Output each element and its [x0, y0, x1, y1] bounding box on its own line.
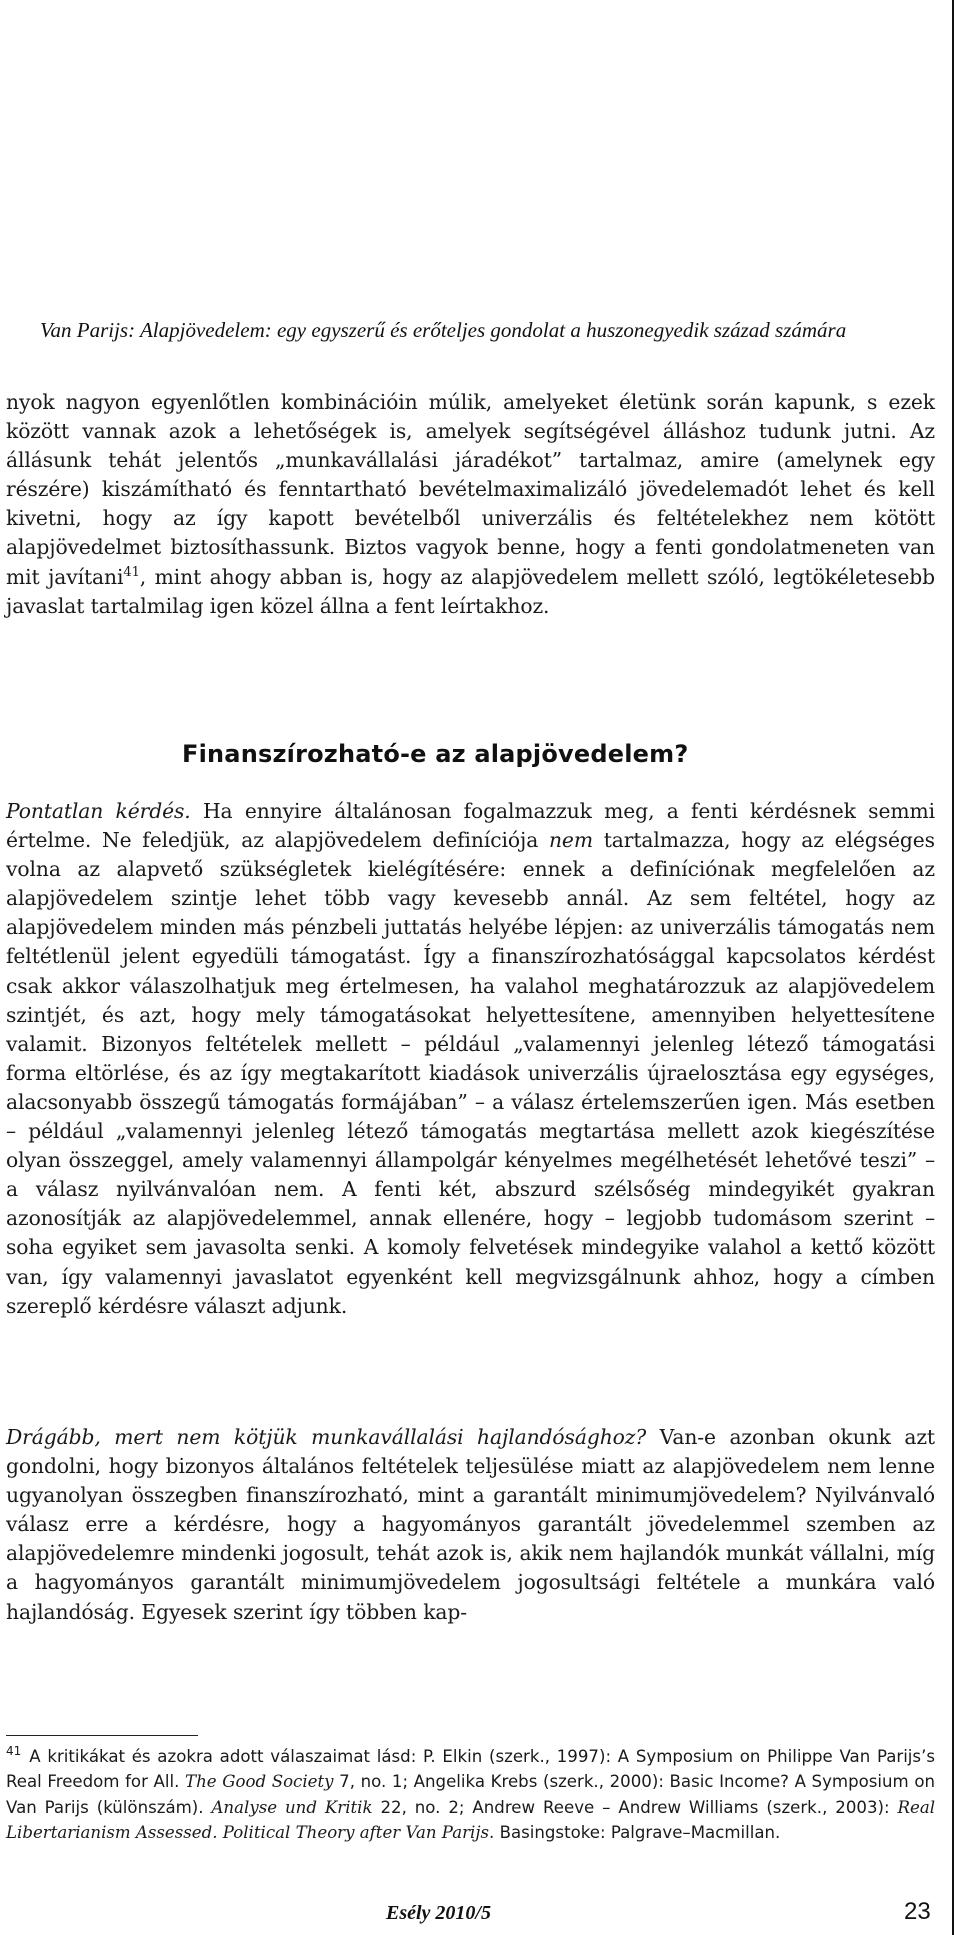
paragraph-3	[6, 1423, 935, 1627]
page-number: 23	[904, 1898, 931, 1925]
paragraph-2-text-a: Ha ennyire általánosan fogalmazzuk meg, a fenti kérdésnek semmi értelme. Ne feledjük, az alapjövedelem definíciója	[6, 799, 935, 853]
paragraph-2-text-b: tartalmazza, hogy az elégséges volna az alapvető szükségletek kielégítésére: ennek a definíciónak megfelelően az alapjövedelem szintje lehet több vagy kevesebb annál. Az sem feltétel, hogy az alapjövedelem minden más pénzbeli juttatás helyébe lépjen: az univerzális támogatás nem feltétlenül jelent egyedüli támogatást. Így a finanszírozhatósággal kapcsolatos kérdést csak akkor válaszolhatjuk meg értelmesen, ha valahol meghatározzuk az alapjövedelem szintjét, és azt, hogy mely támogatásokat helyettesítene, amennyiben helyettesítene valamit. Bizonyos feltételek mellett – például „valamennyi jelenleg létező támogatási forma eltörlése, és az így megtakarított kiadások univerzális újraelosztása egy egységes, alacsonyabb összegű támogatás formájában” – a válasz értelemszerűen igen. Más esetben – például „valamennyi jelenleg létező támogatás megtartása mellett azok kiegészítése olyan összeggel, amely valamennyi állampolgár kényelmes megélhetését lehetővé teszi” – a válasz nyilvánvalóan nem. A fenti két, abszurd szélsőség mindegyikét gyakran azonosítják az alapjövedelemmel, annak ellenére, hogy – legjobb tudomásom szerint – soha egyiket sem javasolta senki. A komoly felvetések mindegyike valahol a kettő között van, így valamennyi javaslatot egyenként kell megvizsgálnunk ahhoz, hogy a címben szereplő kérdésre választ adjunk.	[6, 828, 935, 1318]
footer-journal-title: Esély 2010/5	[386, 1902, 491, 1924]
paragraph-2-emphasis: nem	[548, 828, 593, 853]
footnote-text-a: A kritikákat és azokra adott válaszaimat lásd: P. Elkin (szerk., 1997): A Symposium on Philippe Van Parijs’s Real Freedom for All.	[6, 1747, 935, 1792]
paragraph-1	[6, 388, 935, 621]
footnote-text-b: 7, no. 1; Angelika Krebs (szerk., 2000): Basic Income? A Symposium on Van Parijs (különszám).	[6, 1772, 935, 1817]
footnote-text-d: Basingstoke: Palgrave–Macmillan.	[494, 1823, 781, 1843]
paragraph-1-text: nyok nagyon egyenlőtlen kombinációin múlik, amelyeket életünk során kapunk, s ezek között vannak azok a lehetőségek is, amelyek segítségével álláshoz tudunk jutni. Az állásunk tehát jelentős „munkavállalási járadékot” tartalmaz, amire (amelynek egy részére) kiszámítható és fenntartható bevételmaximalizáló jövedelemadót lehet és kell kivetni, hogy az így kapott bevételből univerzális és feltételekhez nem kötött alapjövedelmet biztosíthassunk. Biztos vagyok benne, hogy a fenti gondolatmeneten van mit javítani	[6, 390, 935, 589]
page-edge-rule	[952, 0, 954, 1935]
footnote-title-1: The Good Society	[185, 1772, 334, 1792]
footnote-ref-41[interactable]: 41	[123, 564, 140, 580]
paragraph-2	[6, 797, 935, 1321]
paragraph-2-lead: Pontatlan kérdés.	[6, 799, 191, 823]
section-heading: Finanszírozható-e az alapjövedelem?	[182, 740, 689, 768]
footnote-title-3: Real Libertarianism Assessed. Political Theory after Van Parijs.	[6, 1797, 936, 1843]
paragraph-1-text-end: , mint ahogy abban is, hogy az alapjövedelem mellett szóló, legtökéletesebb javaslat tartalmilag igen közel állna a fent leírtakhoz.	[6, 564, 936, 618]
footnote-number: 41	[6, 1744, 22, 1759]
paragraph-3-lead: Drágább, mert nem kötjük munkavállalási hajlandósághoz?	[6, 1425, 647, 1449]
footnote-separator	[6, 1735, 198, 1736]
footnote-41	[6, 1744, 935, 1846]
running-head: Van Parijs: Alapjövedelem: egy egyszerű és erőteljes gondolat a huszonegyedik század számára	[40, 318, 847, 342]
footnote-title-2: Analyse und Kritik	[211, 1797, 373, 1817]
footnote-text-c: 22, no. 2; Andrew Reeve – Andrew Williams (szerk., 2003):	[372, 1797, 898, 1817]
paragraph-3-text: Van-e azonban okunk azt gondolni, hogy bizonyos általános feltételek teljesülése miatt az alapjövedelem nem lenne ugyanolyan összegben finanszírozható, mint a garantált minimumjövedelem? Nyilvánvaló válasz erre a kérdésre, hogy a hagyományos garantált jövedelemmel szemben az alapjövedelemre mindenki jogosult, tehát azok is, akik nem hajlandók munkát vállalni, míg a hagyományos garantált minimumjövedelem jogosultsági feltétele a munkára való hajlandóság. Egyesek szerint így többen kap-	[6, 1425, 935, 1624]
